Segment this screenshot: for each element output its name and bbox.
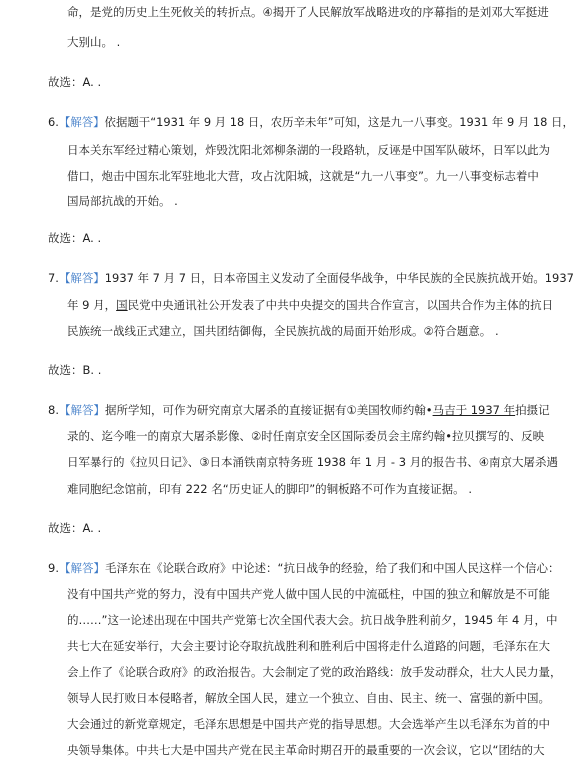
text-line [48, 114, 574, 130]
text-line [67, 428, 544, 444]
answer-tag: 【解答】 [58, 403, 105, 417]
text-line [48, 270, 574, 286]
text-line [67, 4, 549, 20]
text-line [48, 74, 101, 90]
text-run: 央领导集体。中共七大是中国共产党在民主革命时期召开的最重要的一次会议，它以“团结的大 [67, 743, 545, 757]
text-run: 日军暴行的《拉贝日记》、③日本涌铁南京特务班 1938 年 1 月 - 3 月的报告书、④南京大屠杀遇 [67, 455, 559, 469]
text-run: 故选：A. . [48, 521, 102, 535]
text-run: 没有中国共产党的努力，没有中国共产党人做中国人民的中流砥柱，中国的独立和解放是不可能 [67, 587, 550, 601]
text-line [67, 34, 120, 50]
text-run: 9. [48, 561, 59, 575]
text-run: 日本关东军经过精心策划，炸毁沈阳北郊柳条湖的一段路轨，反诬是中国军队破坏，日军以此为 [67, 143, 550, 157]
text-run: 6. [48, 115, 59, 129]
text-run: 马吉于 1937 年 [432, 403, 516, 417]
answer-tag: 【解答】 [58, 561, 105, 575]
text-line [48, 230, 101, 246]
text-line [67, 168, 539, 184]
text-run: 借口，炮击中国东北军驻地北大营，攻占沈阳城，这就是“九一八事变”。九一八事变标志着中 [67, 169, 539, 183]
text-run: 国局部抗战的开始。 . [67, 194, 178, 208]
text-line [67, 586, 550, 602]
text-line [67, 638, 550, 654]
text-line [48, 402, 550, 418]
text-run: 依据题干“1931 年 9 月 18 日，农历辛未年”可知，这是九一八事变。1931 年 9 月 18 日， [104, 115, 574, 129]
text-run: 毛泽东在《论联合政府》中论述：“抗日战争的经验，给了我们和中国人民这样一个信心： [104, 561, 560, 575]
text-run: 民党中央通讯社公开发表了中共中央提交的国共合作宣言，以国共合作为主体的抗日 [127, 298, 554, 312]
text-line [67, 454, 558, 470]
answer-tag: 【解答】 [58, 271, 105, 285]
text-run: 录的、迄今唯一的南京大屠杀影像、②时任南京安全区国际委员会主席约翰•拉贝撰写的、反映 [67, 429, 545, 443]
text-line [67, 481, 472, 497]
text-line [48, 560, 559, 576]
text-run: 民族统一战线正式建立，国共团结御侮，全民族抗战的局面开始形成。②符合题意。 . [67, 324, 499, 338]
text-line [48, 362, 101, 378]
text-run: 命，是党的历史上生死攸关的转折点。④揭开了人民解放军战略进攻的序幕指的是刘邓大军挺进 [67, 5, 549, 19]
text-run: 1937 年 7 月 7 日，日本帝国主义发动了全面侵华战争，中华民族的全民族抗战开始。1937 [104, 271, 574, 285]
text-run: 拍摄记 [515, 403, 550, 417]
text-run: 大别山。 . [67, 35, 121, 49]
text-run: 国 [116, 298, 128, 312]
text-line [67, 742, 544, 758]
text-line [67, 690, 550, 706]
text-line [67, 664, 562, 680]
text-line [67, 297, 553, 313]
text-run: 7. [48, 271, 59, 285]
text-run: 据所学知，可作为研究南京大屠杀的直接证据有①美国牧师约翰• [104, 403, 433, 417]
text-line [67, 612, 558, 628]
text-run: 会上作了《论联合政府》的政治报告。大会制定了党的政治路线：放手发动群众，壮大人民力量， [67, 665, 562, 679]
text-run: 领导人民打败日本侵略者，解放全国人民，建立一个独立、自由、民主、统一、富强的新中国。 [67, 691, 550, 705]
text-line [67, 323, 499, 339]
text-line [67, 716, 550, 732]
text-line [67, 193, 178, 209]
text-run: 年 9 月， [67, 298, 117, 312]
text-run: 难同胞纪念馆前，印有 222 名“历史证人的脚印”的铜板路不可作为直接证据。 . [67, 482, 472, 496]
text-run: 大会通过的新党章规定，毛泽东思想是中国共产党的指导思想。大会选举产生以毛泽东为首的中 [67, 717, 550, 731]
text-run: 8. [48, 403, 59, 417]
text-run: 共七大在延安举行，大会主要讨论夺取抗战胜利和胜利后中国将走什么道路的问题，毛泽东在大 [67, 639, 550, 653]
answer-tag: 【解答】 [58, 115, 105, 129]
text-run: 故选：B. . [48, 363, 102, 377]
text-run: 故选：A. . [48, 75, 102, 89]
text-run: 故选：A. . [48, 231, 102, 245]
text-line [67, 142, 550, 158]
text-run: 的……”这一论述出现在中国共产党第七次全国代表大会。抗日战争胜利前夕，1945 年 4 月，中 [67, 613, 558, 627]
text-line [48, 520, 101, 536]
